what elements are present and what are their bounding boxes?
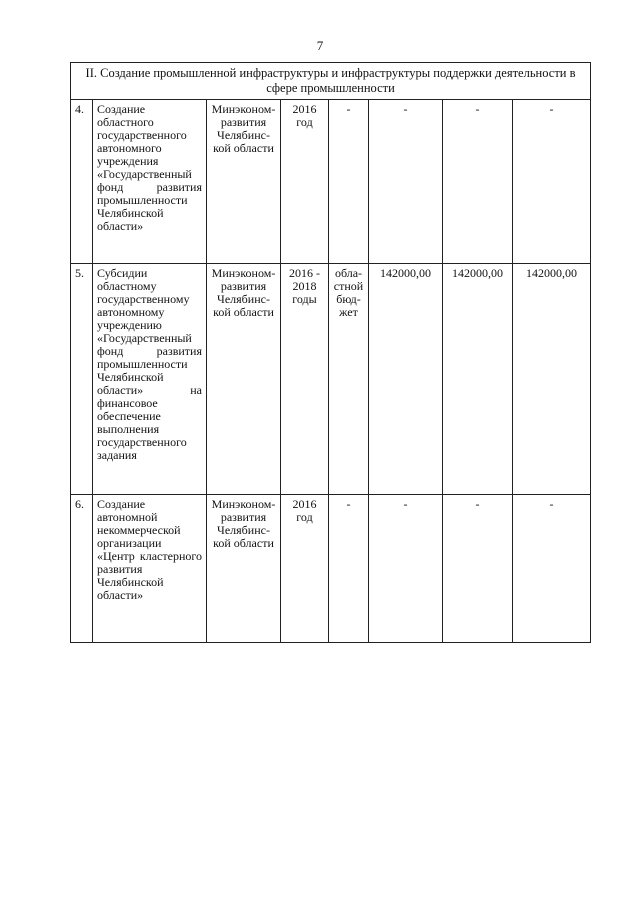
executor: Минэконом-развития Челябинс-кой области	[207, 495, 281, 643]
table-row	[71, 100, 591, 264]
program-table	[70, 62, 591, 643]
row-number: 4.	[71, 100, 93, 264]
value-2: -	[443, 495, 513, 643]
activity-name: Создание областного государственного автономного учреждения «Государственный фонд развития промышленности Челябинской области»	[93, 100, 207, 264]
row-number: 5.	[71, 264, 93, 495]
period: 2016 - 2018 годы	[281, 264, 329, 495]
section-title: II. Создание промышленной инфраструктуры и инфраструктуры поддержки деятельности в сфере промышленности	[71, 63, 591, 100]
value-3: -	[513, 100, 591, 264]
activity-name: Создание автономной некоммерческой организации «Центр кластерного развития Челябинской области»	[93, 495, 207, 643]
executor: Минэконом-развития Челябинс-кой области	[207, 100, 281, 264]
value-3: -	[513, 495, 591, 643]
period: 2016 год	[281, 100, 329, 264]
executor: Минэконом-развития Челябинс-кой области	[207, 264, 281, 495]
funding-source: -	[329, 100, 369, 264]
table-row	[71, 495, 591, 643]
value-1: -	[369, 495, 443, 643]
value-1: -	[369, 100, 443, 264]
row-number: 6.	[71, 495, 93, 643]
value-2: 142000,00	[443, 264, 513, 495]
value-1: 142000,00	[369, 264, 443, 495]
funding-source: обла-стной бюд-жет	[329, 264, 369, 495]
value-2: -	[443, 100, 513, 264]
page-number: 7	[316, 38, 324, 53]
value-3: 142000,00	[513, 264, 591, 495]
section-header-row	[71, 63, 591, 100]
period: 2016 год	[281, 495, 329, 643]
funding-source: -	[329, 495, 369, 643]
table-row	[71, 264, 591, 495]
activity-name: Субсидии областному государственному автономному учреждению «Государственный фонд развития промышленности Челябинской области» на финансовое обеспечение выполнения государственного задания	[93, 264, 207, 495]
